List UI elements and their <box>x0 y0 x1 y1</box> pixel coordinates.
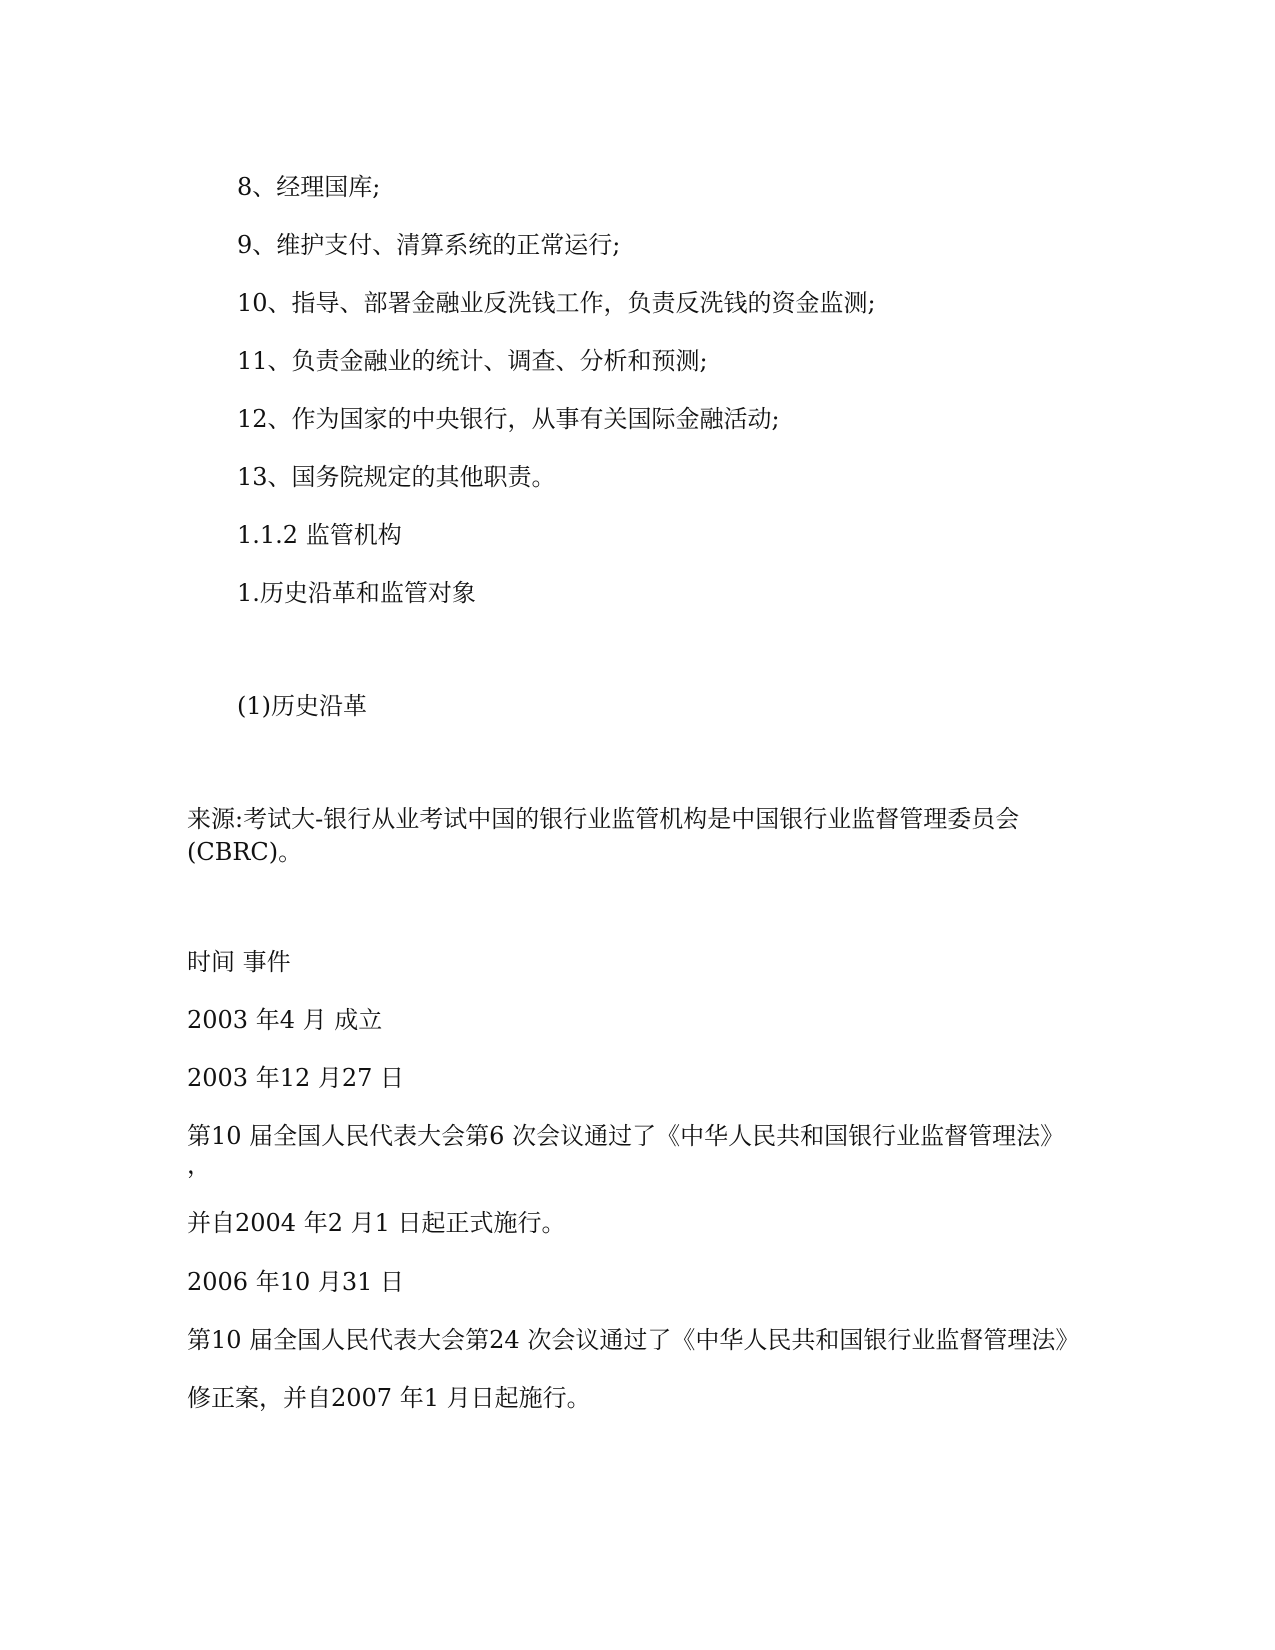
timeline-entry-2003-04: 2003 年4 月 成立 <box>187 1006 383 1034</box>
section-heading: 1.1.2 监管机构 <box>237 521 402 549</box>
source-paragraph-line-2: (CBRC)。 <box>187 838 303 866</box>
duty-item-12: 12、作为国家的中央银行，从事有关国际金融活动; <box>237 405 780 433</box>
timeline-event-line-1: 第10 届全国人民代表大会第6 次会议通过了《中华人民共和国银行业监督管理法》 <box>187 1122 1065 1150</box>
timeline-event-amend-line-1: 第10 届全国人民代表大会第24 次会议通过了《中华人民共和国银行业监督管理法》 <box>187 1326 1080 1354</box>
duty-item-9: 9、维护支付、清算系统的正常运行; <box>237 231 621 259</box>
timeline-event-comma: ， <box>187 1151 211 1179</box>
duty-item-13: 13、国务院规定的其他职责。 <box>237 463 556 491</box>
source-paragraph-line-1: 来源:考试大-银行从业考试中国的银行业监管机构是中国银行业监督管理委员会 <box>187 805 1020 833</box>
duty-item-11: 11、负责金融业的统计、调查、分析和预测; <box>237 347 708 375</box>
subsection-heading: 1.历史沿革和监管对象 <box>237 579 476 607</box>
timeline-event-line-2: 并自2004 年2 月1 日起正式施行。 <box>187 1209 566 1237</box>
timeline-date-2006-10: 2006 年10 月31 日 <box>187 1268 405 1296</box>
duty-item-8: 8、经理国库; <box>237 173 381 201</box>
duty-item-10: 10、指导、部署金融业反洗钱工作，负责反洗钱的资金监测; <box>237 289 876 317</box>
timeline-header: 时间 事件 <box>187 948 291 976</box>
subsubsection-heading: (1)历史沿革 <box>237 692 367 720</box>
timeline-event-amend-line-2: 修正案，并自2007 年1 月日起施行。 <box>187 1384 591 1412</box>
timeline-date-2003-12: 2003 年12 月27 日 <box>187 1064 405 1092</box>
